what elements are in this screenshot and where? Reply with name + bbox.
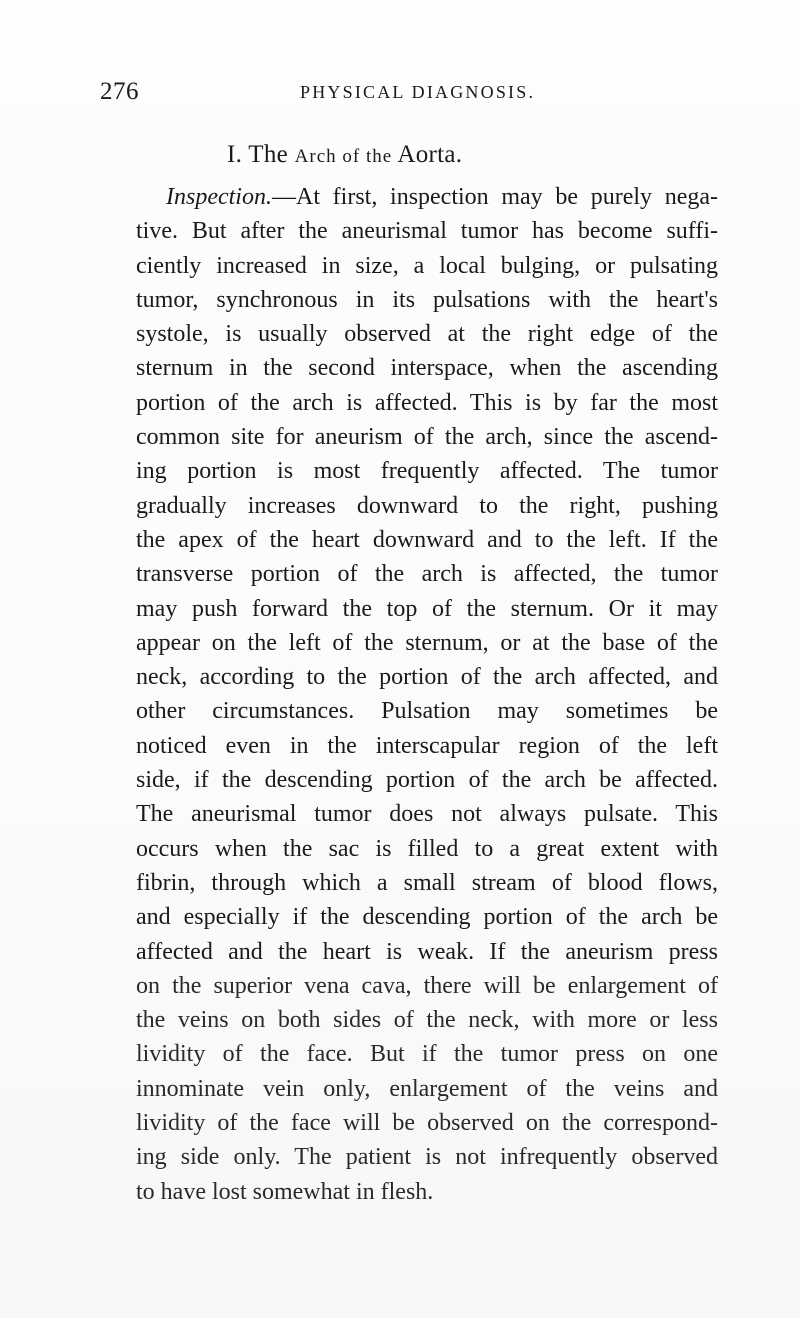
- paragraph-line: lividity of the face will be observed on the correspond-: [136, 1110, 718, 1137]
- paragraph-line: tive. But after the aneurismal tumor has become suffi-: [136, 218, 718, 245]
- paragraph-line: occurs when the sac is filled to a great extent with: [136, 835, 718, 862]
- paragraph-line: sternum in the second interspace, when the ascending: [136, 355, 718, 382]
- paragraph-line: innominate vein only, enlargement of the veins and: [136, 1075, 718, 1102]
- page-number: 276: [100, 78, 139, 105]
- paragraph: [136, 180, 718, 1209]
- paragraph-line: appear on the left of the sternum, or at the base of the: [136, 629, 718, 656]
- paragraph-line: the veins on both sides of the neck, with more or less: [136, 1007, 718, 1034]
- paragraph-line: affected and the heart is weak. If the aneurism press: [136, 938, 718, 965]
- section-title: [227, 141, 462, 169]
- paragraph-line: gradually increases downward to the right, pushing: [136, 492, 718, 519]
- paragraph-line: noticed even in the interscapular region of the left: [136, 732, 718, 759]
- paragraph-line: [136, 180, 718, 214]
- paragraph-line: ing portion is most frequently affected. The tumor: [136, 458, 718, 485]
- paragraph-line: The aneurismal tumor does not always pulsate. This: [136, 801, 718, 828]
- paragraph-lead: Inspection.: [166, 184, 272, 210]
- paragraph-line: systole, is usually observed at the right edge of the: [136, 321, 718, 348]
- paragraph-line: portion of the arch is affected. This is by far the most: [136, 389, 718, 416]
- running-head: [100, 78, 620, 108]
- paragraph-line: fibrin, through which a small stream of blood flows,: [136, 869, 718, 896]
- paragraph-line: the apex of the heart downward and to the left. If the: [136, 526, 718, 553]
- paragraph-line: ciently increased in size, a local bulging, or pulsating: [136, 252, 718, 279]
- paragraph-line: to have lost somewhat in flesh.: [136, 1178, 434, 1205]
- paragraph-line: transverse portion of the arch is affected, the tumor: [136, 561, 718, 588]
- section-title-word-1: The: [248, 141, 289, 168]
- section-numeral: I.: [227, 141, 243, 168]
- section-title-word-3: Aorta.: [397, 141, 463, 168]
- paragraph-line: neck, according to the portion of the arch affected, and: [136, 664, 718, 691]
- paragraph-line: side, if the descending portion of the arch be affected.: [136, 767, 718, 794]
- section-title-word-2: Arch of the: [294, 146, 393, 167]
- paragraph-line: lividity of the face. But if the tumor press on one: [136, 1041, 718, 1068]
- paragraph-line: tumor, synchronous in its pulsations with the heart's: [136, 286, 718, 313]
- paragraph-line: may push forward the top of the sternum. Or it may: [136, 595, 718, 622]
- running-head-title: PHYSICAL DIAGNOSIS.: [300, 82, 536, 102]
- paragraph-line: and especially if the descending portion of the arch be: [136, 904, 718, 931]
- paragraph-line: on the superior vena cava, there will be enlargement of: [136, 972, 718, 999]
- paragraph-line: common site for aneurism of the arch, since the ascend-: [136, 424, 718, 451]
- paragraph-line: other circumstances. Pulsation may sometimes be: [136, 698, 718, 725]
- paragraph-line: ing side only. The patient is not infrequently observed: [136, 1144, 718, 1171]
- paragraph-line-text: —At first, inspection may be purely nega-: [271, 184, 718, 210]
